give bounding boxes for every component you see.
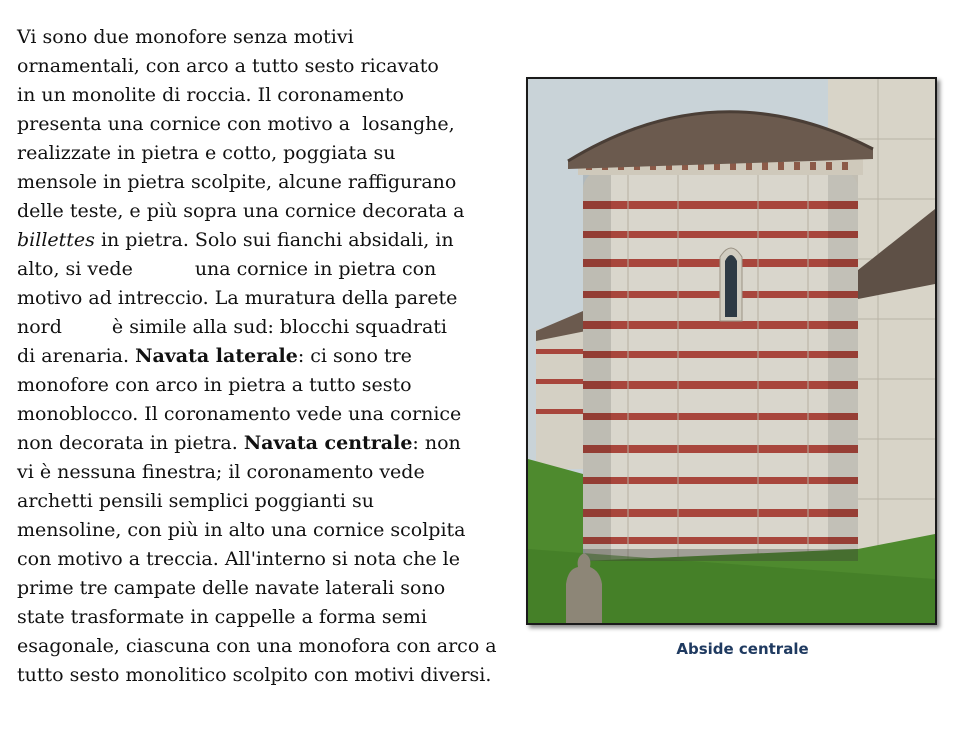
apse-wall bbox=[583, 171, 858, 561]
text-line: presenta una cornice con motivo a losanghe, bbox=[17, 113, 455, 135]
text-segment: è simile alla sud: blocchi squadrati bbox=[111, 316, 448, 338]
monofora-window bbox=[725, 255, 737, 317]
text-line: mensole in pietra scolpite, alcune raffigurano bbox=[17, 171, 457, 193]
text-segment: non decorata in pietra. bbox=[17, 432, 244, 454]
text-line: esagonale, ciascuna con una monofora con arco a bbox=[17, 635, 497, 657]
text-line: prime tre campate delle navate laterali sono bbox=[17, 577, 446, 599]
text-segment: : ci sono tre bbox=[297, 345, 412, 367]
apse-photo bbox=[526, 77, 937, 625]
apse-shade-left bbox=[583, 171, 611, 561]
text-line: tutto sesto monolitico scolpito con motivi diversi. bbox=[17, 664, 492, 686]
body-text bbox=[17, 23, 557, 690]
text-line: mensoline, con più in alto una cornice scolpita bbox=[17, 519, 466, 541]
text-line bbox=[17, 226, 557, 255]
apse-base-shadow bbox=[583, 549, 858, 561]
figure-caption: Abside centrale bbox=[676, 640, 809, 658]
text-line: in un monolite di roccia. Il coronamento bbox=[17, 84, 404, 106]
text-line: Vi sono due monofore senza motivi bbox=[17, 26, 354, 48]
text-line bbox=[17, 255, 557, 284]
text-segment: in pietra. Solo sui fianchi absidali, in bbox=[94, 229, 454, 251]
text-line bbox=[17, 342, 557, 371]
text-line: motivo ad intreccio. La muratura della parete bbox=[17, 287, 458, 309]
text-segment: una cornice in pietra con bbox=[194, 258, 437, 280]
bold-term: Navata centrale bbox=[243, 432, 413, 454]
italic-term: billettes bbox=[17, 229, 95, 251]
text-line bbox=[17, 429, 557, 458]
text-line: monoblocco. Il coronamento vede una cornice bbox=[17, 403, 462, 425]
text-segment: alto, si vede bbox=[17, 258, 133, 280]
apse-illustration bbox=[528, 79, 935, 623]
text-line: monofore con arco in pietra a tutto sesto bbox=[17, 374, 412, 396]
text-line: archetti pensili semplici poggianti su bbox=[17, 490, 374, 512]
text-line: ornamentali, con arco a tutto sesto ricavato bbox=[17, 55, 439, 77]
text-line: delle teste, e più sopra una cornice decorata a bbox=[17, 200, 465, 222]
text-line bbox=[17, 313, 557, 342]
text-line: con motivo a treccia. All'interno si nota che le bbox=[17, 548, 460, 570]
text-line: state trasformate in cappelle a forma semi bbox=[17, 606, 427, 628]
text-segment: nord bbox=[17, 316, 62, 338]
bold-term: Navata laterale bbox=[135, 345, 298, 367]
apse-shade-right bbox=[828, 171, 858, 561]
text-segment: di arenaria. bbox=[17, 345, 136, 367]
text-line: vi è nessuna finestra; il coronamento vede bbox=[17, 461, 425, 483]
text-segment: : non bbox=[412, 432, 461, 454]
text-line: realizzate in pietra e cotto, poggiata su bbox=[17, 142, 396, 164]
